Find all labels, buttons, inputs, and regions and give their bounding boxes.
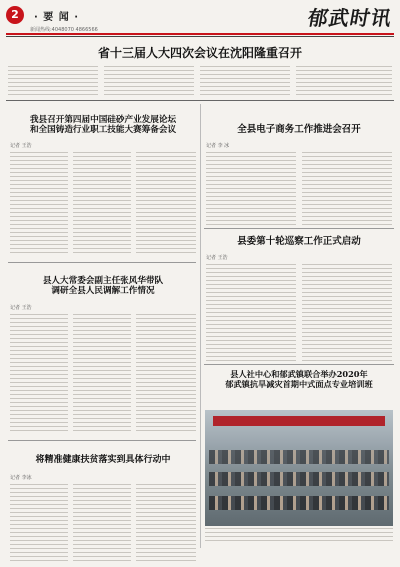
article-5-byline: 记者 王浩: [10, 305, 32, 311]
article-2-headline-line2: 和全国铸造行业职工技能大赛筹备会议: [29, 125, 177, 136]
article-2-body-col3: [136, 152, 196, 256]
article-7-body-col3: [136, 484, 196, 564]
article-6-headline-line1: 县人社中心和郁武镇联合举办2020年: [230, 369, 368, 379]
article-5-body-col3: [136, 314, 196, 434]
article-4-byline: 记者 王浩: [206, 255, 228, 261]
lead-body-col2: [104, 66, 194, 98]
issue-info: 新闻热线:4048070 4866566: [30, 27, 98, 33]
article-4-headline: 县委第十轮巡察工作正式启动: [237, 236, 361, 247]
article-2-body-col2: [73, 152, 131, 256]
article-4-body-col2: [302, 264, 392, 364]
article-5-headline-line2: 调研全县人民调解工作情况: [51, 286, 155, 297]
article-5-body-col2: [73, 314, 131, 434]
lead-bottom-rule: [6, 100, 394, 101]
photo-caption: [205, 528, 393, 548]
article-7-body-col1: [10, 484, 68, 564]
article-3-body-col1: [206, 152, 296, 232]
article-3-rule: [204, 228, 394, 229]
photo-banner: [213, 416, 385, 426]
lead-body-col1: [8, 66, 98, 98]
article-2-byline: 记者 王浩: [10, 143, 32, 149]
paper-logo-main: 郁武时讯: [305, 6, 395, 30]
article-4-body-col1: [206, 264, 296, 364]
lead-headline: 省十三届人大四次会议在沈阳隆重召开: [97, 46, 302, 60]
article-3-headline: 全县电子商务工作推进会召开: [237, 124, 361, 135]
photo-people-row: [209, 472, 389, 486]
article-2-body-col1: [10, 152, 68, 256]
article-5-headline-line1: 县人大常委会副主任张风华带队: [42, 276, 164, 286]
masthead-red-rule: [6, 33, 394, 35]
article-7-headline: 将精准健康扶贫落实到具体行动中: [35, 455, 171, 465]
article-4-rule: [204, 364, 394, 365]
article-6-headline: [205, 370, 393, 390]
article-5-body-col1: [10, 314, 68, 434]
article-2-headline: [10, 115, 196, 136]
page-number-badge: 2: [6, 6, 24, 24]
article-3-body-col2: [302, 152, 392, 232]
lead-body-col3: [200, 66, 290, 98]
article-3-byline: 记者 李 冰: [206, 143, 230, 149]
training-class-photo: [205, 410, 393, 526]
article-5-headline: [10, 276, 196, 297]
photo-people-row: [209, 496, 389, 510]
photo-people-row: [209, 450, 389, 464]
article-2-headline-line1: 我县召开第四届中国硅砂产业发展论坛: [29, 115, 177, 125]
article-5-rule: [8, 440, 196, 441]
article-6-headline-line2: 郁武镇抗旱减灾首期中式面点专业培训班: [225, 378, 373, 389]
section-name: · 要 闻 ·: [34, 12, 80, 23]
article-7-byline: 记者 李冰: [10, 475, 32, 481]
article-2-rule: [8, 262, 196, 263]
column-divider: [200, 104, 201, 548]
masthead-thin-rule: [6, 36, 394, 37]
paper-logo: [306, 6, 394, 30]
article-7-body-col2: [73, 484, 131, 564]
lead-body-col4: [296, 66, 392, 98]
